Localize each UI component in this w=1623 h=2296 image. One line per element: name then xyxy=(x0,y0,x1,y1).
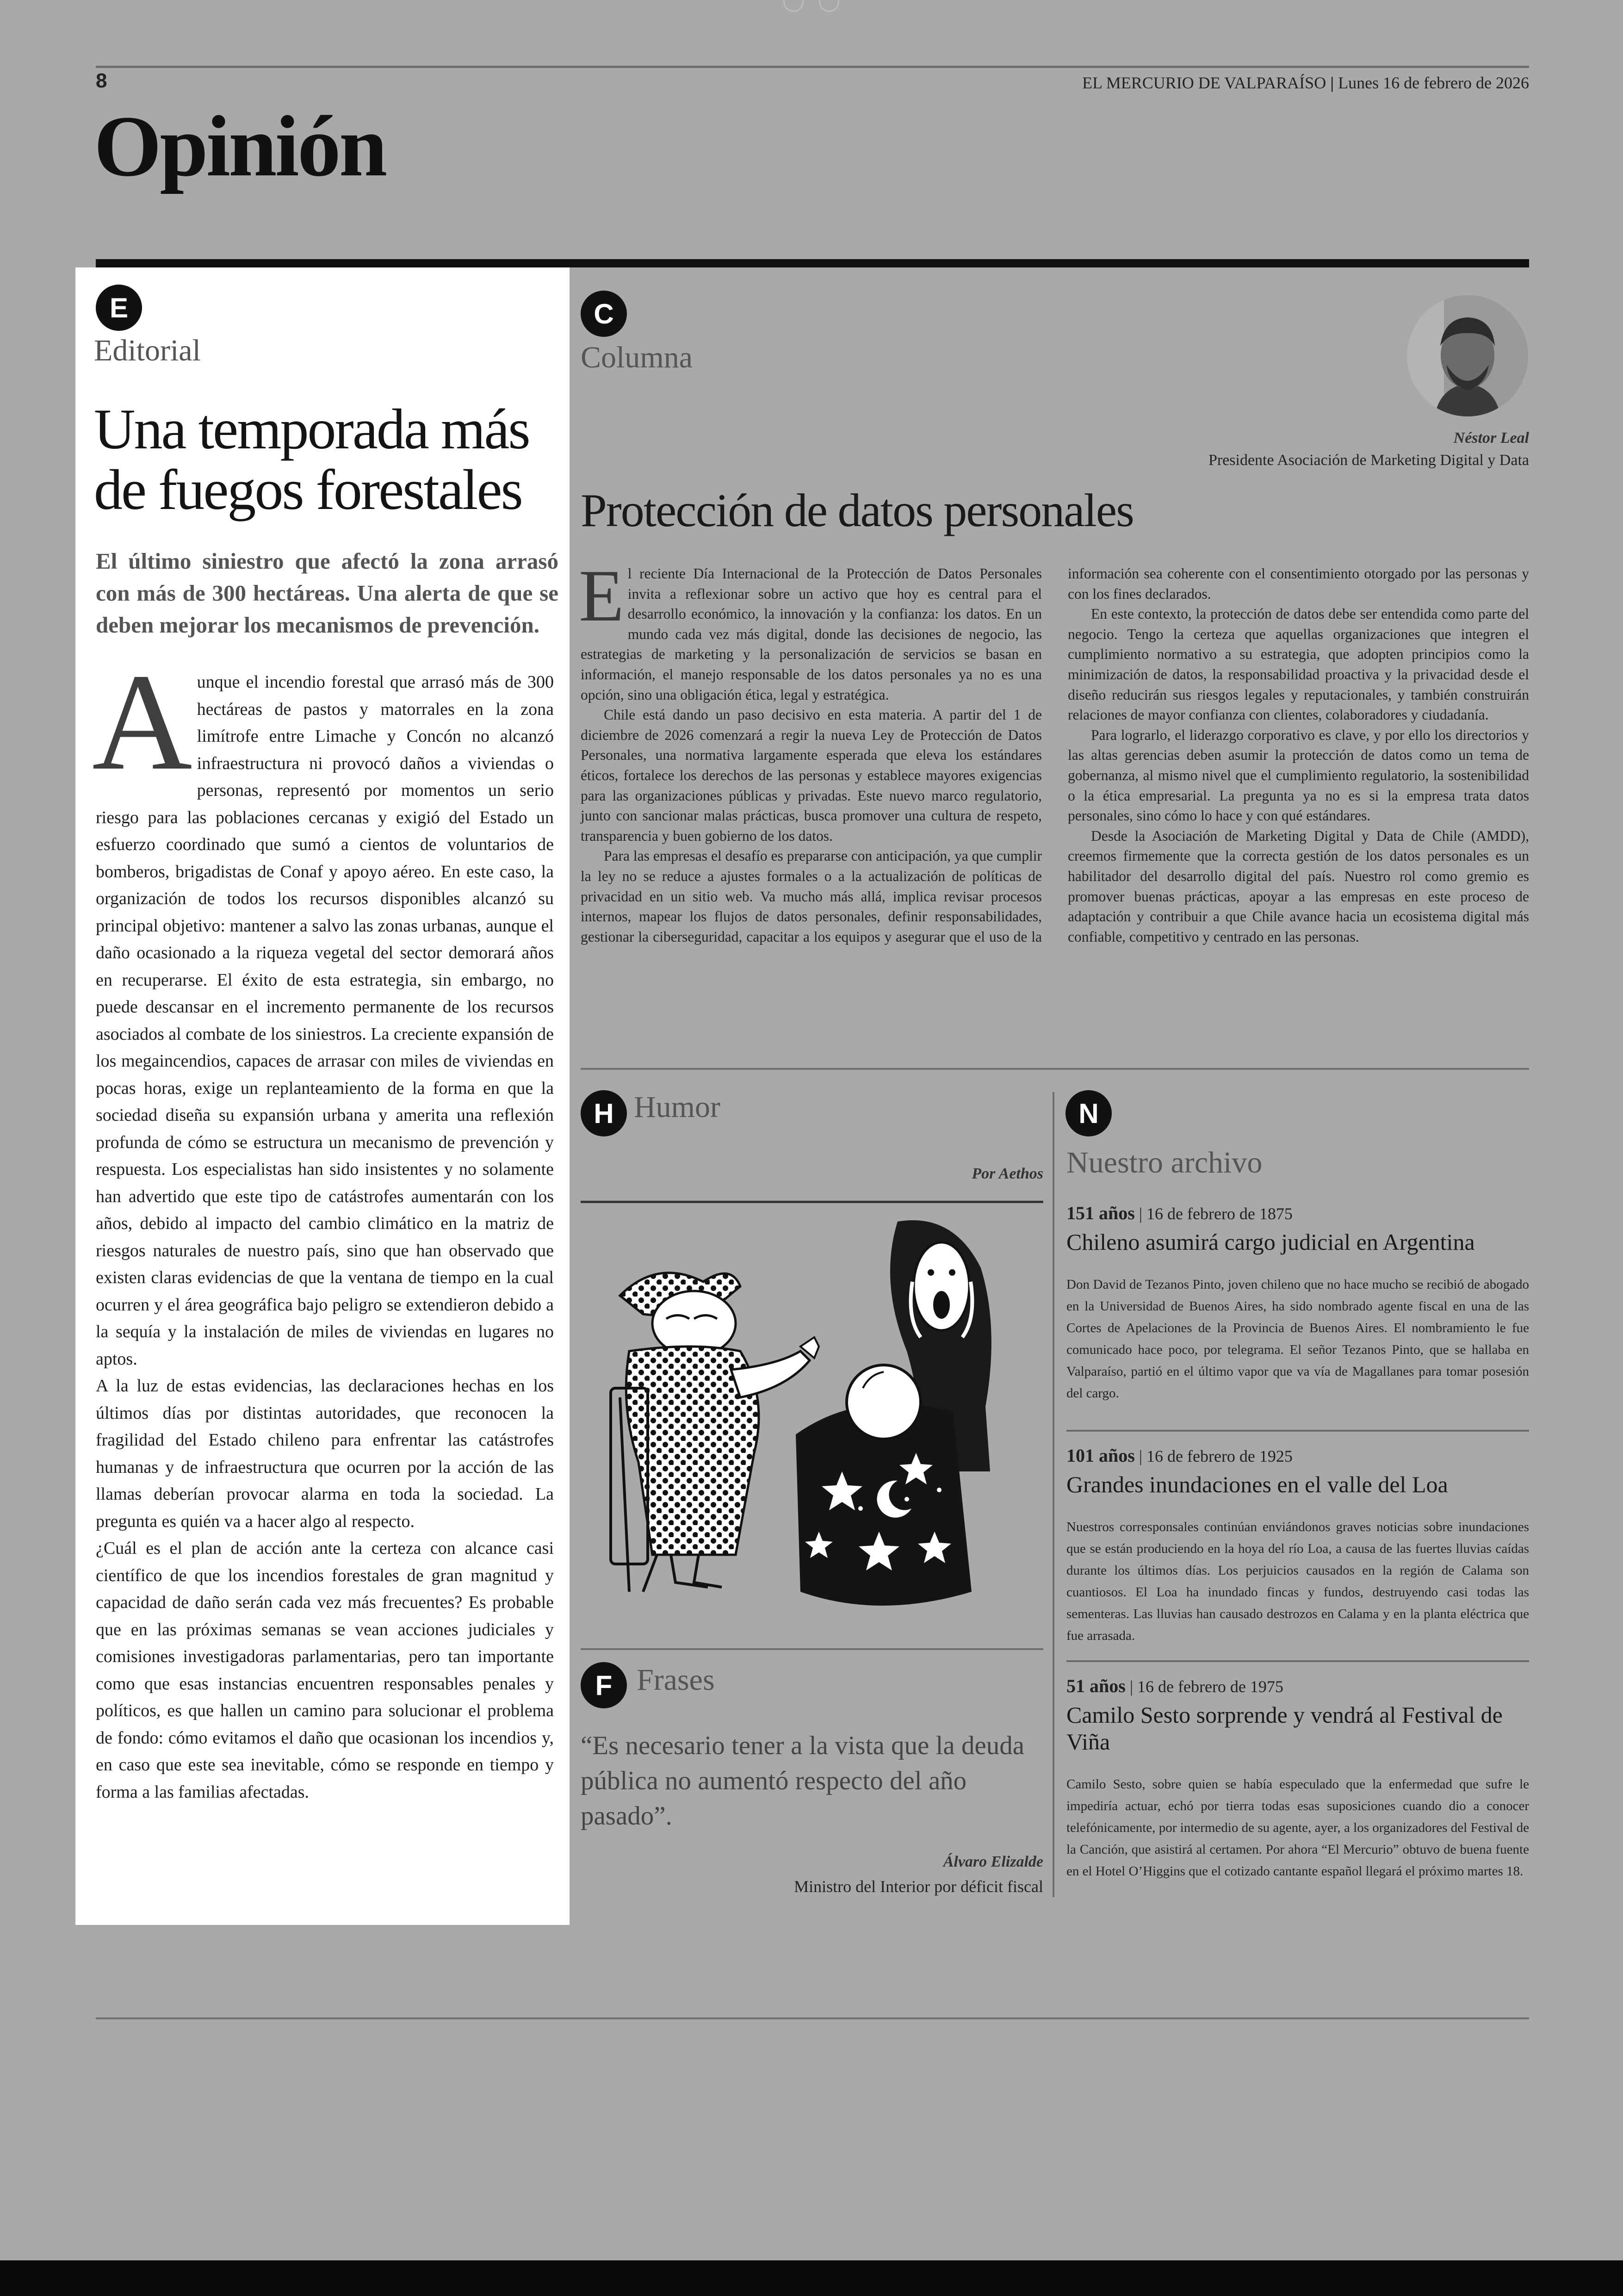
archivo-item-years: 151 años xyxy=(1066,1203,1135,1223)
archivo-item-date: 16 de febrero de 1875 xyxy=(1146,1204,1293,1223)
archivo-item-meta: 51 años | 16 de febrero de 1975 xyxy=(1066,1675,1283,1696)
frases-quote: “Es necesario tener a la vista que la deuda pública no aumentó respecto del año pasado”. xyxy=(581,1731,1025,1831)
column-bottom-rule xyxy=(581,1068,1529,1070)
archivo-item-years: 51 años xyxy=(1066,1675,1126,1696)
archivo-item-text: Don David de Tezanos Pinto, joven chileno que no hace mucho se recibió de abogado en la Universidad de Buenos Aires, ha sido nombrado agente fiscal en una de las Cortes de Apelaciones de la Provincia de Buenos Aires. El nombramiento le fue comunicado hace poco, por telegrama. El señor Tezanos Pinto, que se hallaba en Valparaíso, partió en el último vapor que va vía de Magallanes para tomar posesión del cargo. xyxy=(1066,1277,1529,1401)
column-divider xyxy=(1053,1092,1054,1897)
column-drop-cap: E xyxy=(579,554,624,637)
column-headline: Protección de datos personales xyxy=(581,484,1134,537)
archivo-separator xyxy=(1066,1660,1529,1662)
column-paragraph-2: Chile está dando un paso decisivo en esta materia. A partir del 1 de diciembre de 2026 comenzará a regir la nueva Ley de Protección de Datos Personales, una normativa largamente esperada que eleva los estándares éticos, fortalece los derechos de las personas y establece mayores exigencias para las organizaciones públicas y privadas. Este nuevo marco regulatorio, junto con sancionar malas prácticas, busca promover una cultura de respeto, transparencia y buen gobierno de los datos. xyxy=(581,707,1042,844)
column-label: Columna xyxy=(581,341,693,374)
archivo-label: Nuestro archivo xyxy=(1066,1146,1263,1179)
frases-letter: F xyxy=(581,1662,627,1708)
archivo-item-date: 16 de febrero de 1975 xyxy=(1137,1677,1283,1696)
masthead-separator: | xyxy=(1330,74,1338,92)
editorial-deck: El último siniestro que afectó la zona arrasó con más de 300 hectáreas. Una alerta de que se deben mejorar los mecanismos de prevención. xyxy=(96,548,558,638)
editorial-paragraph-1: unque el incendio forestal que arrasó más de 300 hectáreas de pastos y matorrales en la zona limítrofe entre Limache y Concón no alcanzó infraestructura ni provocó daños a viviendas o personas, representó por momentos un serio riesgo para las poblaciones cercanas y exigió del Estado un esfuerzo coordinado que sumó a cientos de voluntarios de bomberos, brigadistas de Conaf y apoyo aéreo. En este caso, la organización de todos los recursos disponibles alcanzó su principal objetivo: mantener a salvo las zonas urbanas, aunque el daño ocasionado a la riqueza vegetal del sector demorará años en recuperarse. El éxito de esta estrategia, sin embargo, no puede descansar en el incremento permanente de los recursos asociados al combate de los siniestros. La creciente expansión de los megaincendios, capaces de arrasar con miles de viviendas en pocas horas, exige un replanteamiento de la forma en que la sociedad diseña su expansión urbana y amerita una reflexión profunda de cómo se estructura un mecanismo de prevención y respuesta. Los especialistas han sido insistentes y no solamente han advertido que este tipo de catástrofes aumentarán con los años, debido al impacto del cambio climático en la matriz de riesgos naturales de nuestro país, sino que han observado que existen claras evidencias de que la ventana de tiempo en la cual ocurren y el área geográfica bajo peligro se extendieron debido a la sequía y la instalación de miles de viviendas en lugares no aptos. xyxy=(96,672,554,1369)
archivo-item xyxy=(1066,1445,1529,1650)
header-top-rule xyxy=(96,66,1529,68)
editorial-drop-cap: A xyxy=(92,645,192,799)
editorial-paragraph-2: A la luz de estas evidencias, las declaraciones hechas en los últimos días por distintas autoridades, que reconocen la fragilidad del Estado chileno para enfrentar las catástrofes humanas y de infraestructura que ocurren por la acción de las llamas deberían provocar alarma en toda la sociedad. La pregunta es quién va a hacer algo al respecto. xyxy=(96,1376,554,1531)
archivo-item-date: 16 de febrero de 1925 xyxy=(1146,1447,1293,1465)
archivo-list xyxy=(1066,1202,1529,1882)
masthead: EL MERCURIO DE VALPARAÍSO xyxy=(1082,74,1326,92)
masthead-date xyxy=(1082,73,1529,93)
page-bottom-rule xyxy=(96,2017,1529,2019)
archivo-item-years: 101 años xyxy=(1066,1445,1135,1466)
next-page-icon[interactable] xyxy=(819,0,839,12)
frases-author: Álvaro Elizalde xyxy=(943,1853,1043,1870)
edition-date: Lunes 16 de febrero de 2026 xyxy=(1338,74,1529,92)
column-letter: C xyxy=(581,291,627,337)
humor-cartoon xyxy=(601,1212,1032,1629)
column-paragraph-1: El reciente Día Internacional de la Protección de Datos Personales invita a reflexionar sobre un activo que hoy es central para el desarrollo económico, la innovación y la confianza: los datos. En un mundo cada vez más digital, donde las decisiones de negocio, las estrategias de marketing y la personalización de servicios se basan en información, el manejo responsable de los datos personales ya no es una opción, sino una obligación ética, legal y estratégica. xyxy=(579,554,1042,703)
archivo-item xyxy=(1066,1675,1529,1882)
archivo-item-text: Nuestros corresponsales continúan enviándonos graves noticias sobre inundaciones que se están produciendo en la hoya del río Loa, a causa de las fuertes lluvias caídas durante los últimos días. Los perjuicios causados en la región de Calama son cuantiosos. El Loa ha inundado fincas y fundos, destruyendo casi todas las sementeras. Las lluvias han causado destrozos en Calama y en la planta eléctrica que fue arrasada. xyxy=(1066,1520,1529,1643)
archivo-item-meta: 101 años | 16 de febrero de 1925 xyxy=(1066,1445,1293,1466)
archivo-item xyxy=(1066,1202,1529,1420)
column-paragraph-3: Para las empresas el desafío es prepararse con anticipación, ya que cumplir la ley no se reduce a ajustes formales o a la actualización de políticas de privacidad en un sitio web. Va mucho más allá, implica revisar procesos internos, mapear los flujos de datos personales, definir responsabilidades, gestionar la ciberseguridad, capacitar a los equipos y asegurar que el uso de la información sea coherente con el consentimiento otorgado por las personas y con los fines declarados. xyxy=(581,565,1529,945)
frases-label: Frases xyxy=(637,1663,715,1697)
header-thick-rule xyxy=(96,259,1529,267)
editorial-paragraph-3: ¿Cuál es el plan de acción ante la certeza con alcance casi científico de que los incendios forestales de gran magnitud y capacidad de daño serán cada vez más frecuentes? Es probable que en las próximas semanas se vean acciones judiciales y comisiones investigadoras parlamentarias, pero tan importante como que esas instancias encuentren responsables penales y políticos, es que hallen un camino para solucionar el problema de fondo: cómo evitamos el daño que ocasionan los incendios y, en caso que este sea inevitable, cómo se responde en tiempo y forma a las familias afectadas. xyxy=(96,1539,554,1802)
editorial-letter: E xyxy=(96,285,142,331)
editorial-headline: Una temporada más de fuegos forestales xyxy=(94,397,529,521)
humor-byline: Por Aethos xyxy=(972,1165,1043,1182)
column-author-role: Presidente Asociación de Marketing Digital y Data xyxy=(1208,452,1529,469)
humor-label: Humor xyxy=(634,1090,720,1124)
humor-letter: H xyxy=(581,1090,627,1136)
archivo-letter: N xyxy=(1065,1090,1112,1136)
author-avatar xyxy=(1407,295,1528,416)
archivo-item-headline: Chileno asumirá cargo judicial en Argentina xyxy=(1066,1229,1475,1255)
prev-page-icon[interactable] xyxy=(783,0,804,12)
editorial-body xyxy=(92,645,554,1806)
archivo-item-text: Camilo Sesto, sobre quien se había especulado que la enfermedad que sufre le impediría actuar, echó por tierra todas esas suposiciones cuando dio a conocer telefónicamente, por intermedio de su agente, ayer, a los organizadores del Festival de la Canción, que asistirá al certamen. Por ahora “El Mercurio” obtuvo de buena fuente en el Hotel O’Higgins que el cotizado cantante español llegará el próximo martes 18. xyxy=(1066,1777,1529,1879)
archivo-item-headline: Grandes inundaciones en el valle del Loa xyxy=(1066,1471,1448,1497)
humor-bottom-rule xyxy=(581,1648,1043,1650)
editorial-label: Editorial xyxy=(94,334,201,367)
frases-role: Ministro del Interior por déficit fiscal xyxy=(794,1877,1043,1896)
archivo-separator xyxy=(1066,1430,1529,1432)
section-title: Opinión xyxy=(94,98,386,194)
column-paragraph-5: Para lograrlo, el liderazgo corporativo es clave, y por ello los directorios y las altas gerencias deben asumir la protección de datos como un tema de gobernanza, al mismo nivel que el cumplimiento regulatorio, la sostenibilidad o la ética empresarial. La pregunta ya no es si la empresa trata datos personales, sino cómo lo hace y con qué estándares. xyxy=(1068,726,1529,824)
archivo-item-meta: 151 años | 16 de febrero de 1875 xyxy=(1066,1203,1293,1223)
column-author: Néstor Leal xyxy=(1453,429,1529,447)
viewer-bottom-bar xyxy=(0,2260,1623,2296)
humor-rule xyxy=(581,1201,1043,1203)
page-number: 8 xyxy=(96,69,107,92)
column-paragraph-6: Desde la Asociación de Marketing Digital y Data de Chile (AMDD), creemos firmemente que la correcta gestión de los datos personales es un habilitador del desarrollo digital del país. Nuestro rol como gremio es promover buenas prácticas, apoyar a las empresas en este proceso de adaptación y contribuir a que Chile avance hacia un ecosistema digital más confiable, competitivo y centrado en las personas. xyxy=(1068,827,1529,945)
column-body xyxy=(579,554,1529,1055)
column-paragraph-4: En este contexto, la protección de datos debe ser entendida como parte del negocio. Tengo la certeza que aquellas organizaciones que integren el cumplimiento normativo a su estrategia, que adopten principios como la minimización de datos, la responsabilidad proactiva y la privacidad desde el diseño reducirán sus riesgos legales y reputacionales, y también construirán relaciones de mayor confianza con clientes, colaboradores y ciudadanía. xyxy=(1068,606,1529,723)
archivo-item-headline: Camilo Sesto sorprende y vendrá al Festival de Viña xyxy=(1066,1702,1503,1755)
